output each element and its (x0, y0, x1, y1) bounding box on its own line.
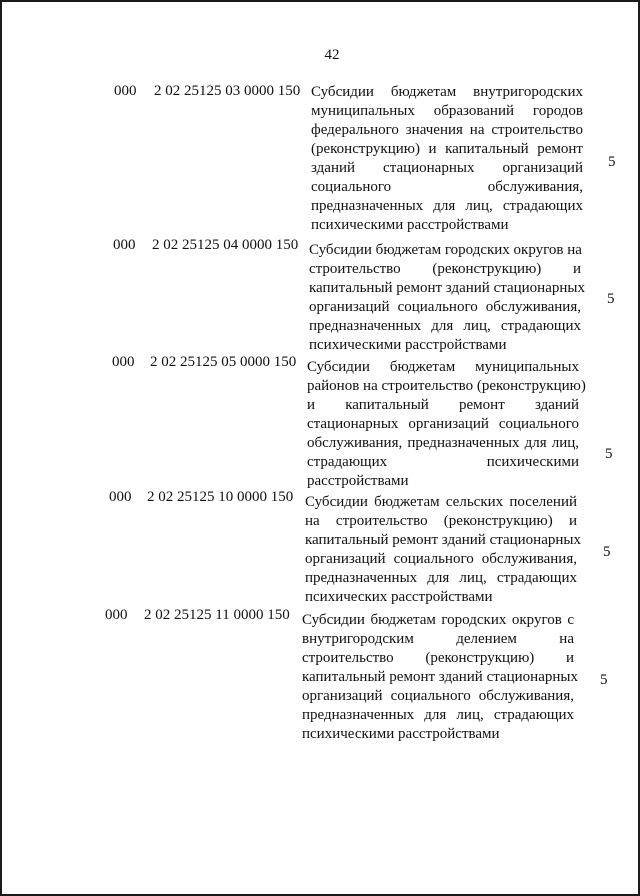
description-line: Субсидии бюджетам городских округов с (302, 612, 574, 628)
admin-code: 000 (113, 237, 136, 253)
description-line: Субсидии бюджетам сельских поселений (305, 494, 577, 510)
description-line: на строительство (реконструкцию) и (305, 513, 577, 529)
admin-code: 000 (114, 83, 137, 99)
description-line: капитальный ремонт зданий стационарных (302, 669, 578, 685)
description-line: и капитальный ремонт зданий (307, 397, 579, 413)
description-line: Субсидии бюджетам муниципальных (307, 359, 579, 375)
admin-code: 000 (112, 354, 135, 370)
admin-code: 000 (109, 489, 132, 505)
description-line: зданий стационарных организаций (311, 160, 583, 176)
income-description (311, 83, 583, 235)
description-line: Субсидии бюджетам городских округов на (309, 242, 582, 258)
description-line: капитальный ремонт зданий стационарных (309, 280, 585, 296)
description-line: психическими расстройствами (311, 217, 509, 233)
description-line: капитальный ремонт зданий стационарных (305, 532, 581, 548)
amount-value: 5 (608, 154, 616, 170)
description-line: строительство (реконструкцию) и (309, 261, 581, 277)
income-description (309, 241, 585, 355)
description-line: предназначенных для лиц, страдающих (305, 570, 577, 586)
income-code: 2 02 25125 10 0000 150 (147, 489, 294, 505)
admin-code: 000 (105, 607, 128, 623)
description-line: стационарных организаций социального (307, 416, 579, 432)
description-line: предназначенных для лиц, страдающих (311, 198, 583, 214)
amount-value: 5 (607, 291, 615, 307)
description-line: предназначенных для лиц, страдающих (302, 707, 574, 723)
description-line: психическими расстройствами (302, 726, 500, 742)
income-description (305, 493, 581, 607)
description-line: психическими расстройствами (309, 337, 507, 353)
description-line: федерального значения на строительство (311, 122, 583, 138)
description-line: психических расстройствами (305, 589, 493, 605)
amount-value: 5 (603, 544, 611, 560)
description-line: организаций социального обслуживания, (302, 688, 574, 704)
description-line: (реконструкцию) и капитальный ремонт (311, 141, 583, 157)
description-line: районов на строительство (реконструкцию) (307, 378, 586, 394)
description-line: организаций социального обслуживания, (305, 551, 577, 567)
description-line: предназначенных для лиц, страдающих (309, 318, 581, 334)
description-line: организаций социального обслуживания, (309, 299, 581, 315)
amount-value: 5 (600, 672, 608, 688)
income-code: 2 02 25125 04 0000 150 (152, 237, 299, 253)
description-line: расстройствами (307, 473, 409, 489)
income-code: 2 02 25125 05 0000 150 (150, 354, 297, 370)
income-code: 2 02 25125 03 0000 150 (154, 83, 301, 99)
description-line: строительство (реконструкцию) и (302, 650, 574, 666)
description-line: муниципальных образований городов (311, 103, 583, 119)
page-number: 42 (324, 47, 340, 63)
description-line: Субсидии бюджетам внутригородских (311, 84, 583, 100)
description-line: обслуживания, предназначенных для лиц, (307, 435, 579, 451)
income-description (302, 611, 578, 744)
description-line: страдающих психическими (307, 454, 579, 470)
income-code: 2 02 25125 11 0000 150 (144, 607, 290, 623)
income-description (307, 358, 586, 491)
amount-value: 5 (605, 446, 613, 462)
description-line: социального обслуживания, (311, 179, 583, 195)
description-line: внутригородским делением на (302, 631, 574, 647)
